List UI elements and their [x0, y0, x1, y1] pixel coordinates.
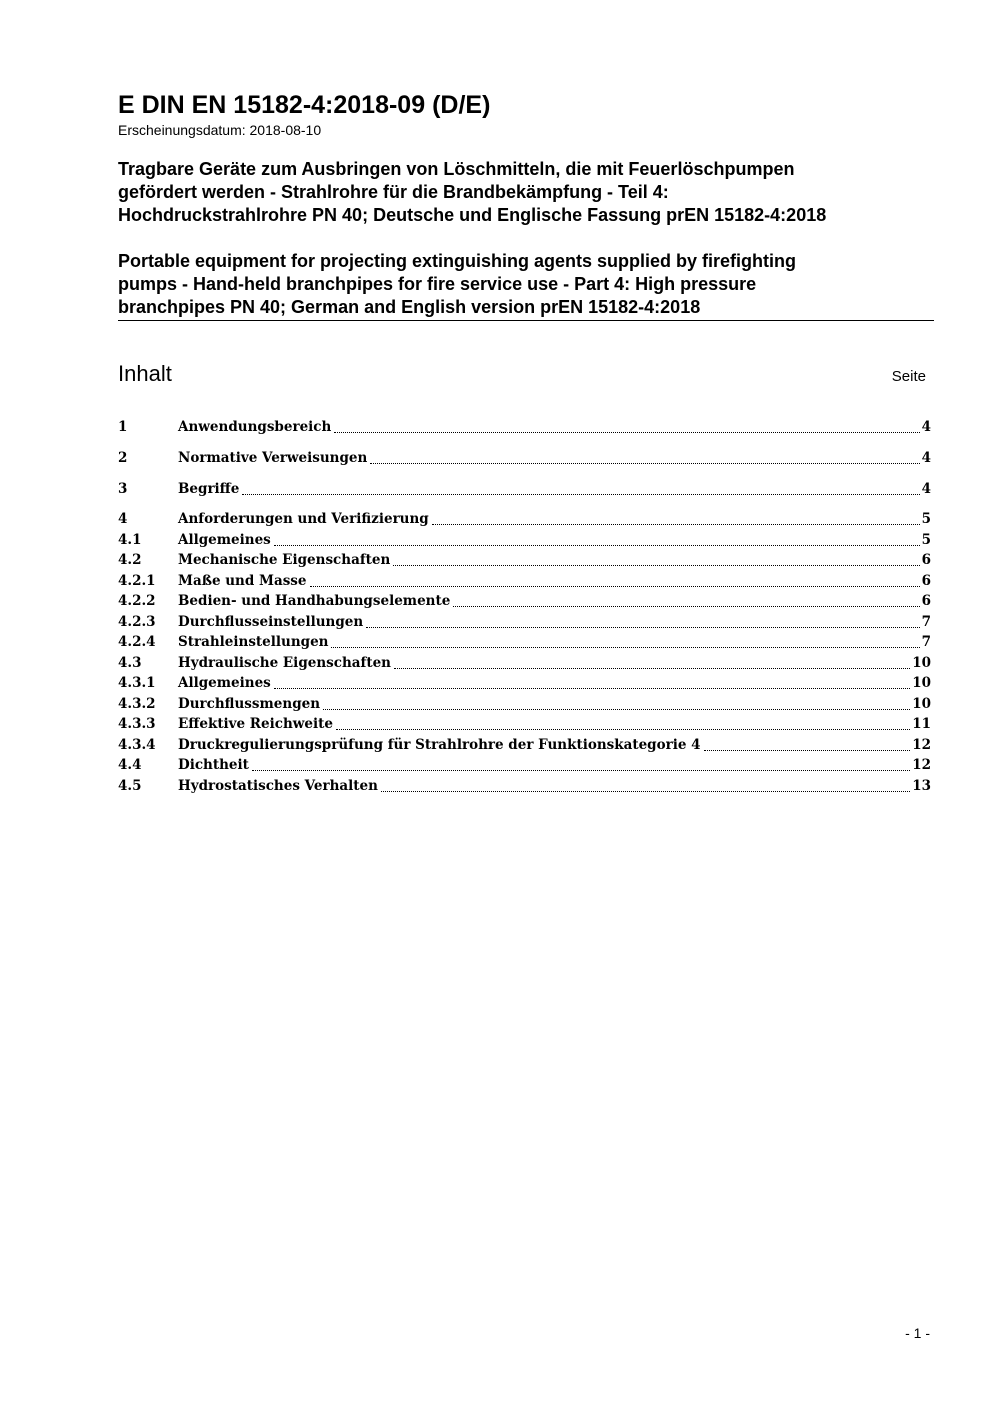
toc-entry-page: 5: [921, 511, 931, 527]
title-divider: [118, 320, 934, 321]
toc-entry-number: 2: [118, 450, 128, 466]
toc-entry-page: 5: [921, 532, 931, 548]
toc-entry-page: 4: [921, 481, 931, 497]
toc-entry-title: Mechanische Eigenschaften: [178, 552, 391, 568]
title-english-line: pumps - Hand-held branchpipes for fire service use - Part 4: High pressure: [118, 274, 757, 294]
toc-page-label: Seite: [891, 368, 926, 385]
toc-entry-title: Hydraulische Eigenschaften: [178, 655, 391, 671]
title-english: [118, 250, 918, 319]
toc-entry-title: Dichtheit: [178, 757, 249, 773]
toc-leader-dots: [393, 565, 919, 566]
toc-entry-number: 4.2.1: [118, 573, 156, 589]
page-number: - 1 -: [905, 1325, 930, 1341]
toc-entry-page: 4: [921, 419, 931, 435]
title-german: [118, 158, 918, 227]
toc-entry[interactable]: [118, 735, 931, 755]
toc-entry-page: 4: [921, 450, 931, 466]
toc-entry[interactable]: [118, 612, 931, 632]
toc-entry[interactable]: [118, 530, 931, 550]
toc-entry-title: Begriffe: [178, 481, 240, 497]
toc-entry-page: 12: [912, 737, 931, 753]
toc-entry[interactable]: [118, 591, 931, 611]
toc-entry-title: Effektive Reichweite: [178, 716, 333, 732]
toc-leader-dots: [432, 524, 920, 525]
toc-entry-number: 4.3.2: [118, 696, 156, 712]
toc-entry-number: 4.3: [118, 655, 142, 671]
toc-entry-title: Anforderungen und Verifizierung: [178, 511, 429, 527]
toc-entry-page: 6: [921, 552, 931, 568]
toc-entry-title: Normative Verweisungen: [178, 450, 368, 466]
toc-leader-dots: [274, 688, 910, 689]
toc-heading: Inhalt: [118, 361, 172, 386]
document-title: E DIN EN 15182-4:2018-09 (D/E): [118, 91, 491, 119]
toc-leader-dots: [394, 668, 910, 669]
toc-entry-number: 4.3.1: [118, 675, 156, 691]
toc-entry-title: Allgemeines: [178, 675, 271, 691]
toc-entry-number: 4.3.4: [118, 737, 156, 753]
toc-entry-title: Anwendungsbereich: [178, 419, 332, 435]
toc-leader-dots: [242, 494, 919, 495]
toc-entry[interactable]: [118, 653, 931, 673]
toc-entry-page: 6: [921, 593, 931, 609]
toc-entry-title: Maße und Masse: [178, 573, 307, 589]
toc-entry-title: Strahleinstellungen: [178, 634, 329, 650]
toc-entry[interactable]: [118, 755, 931, 775]
toc-leader-dots: [370, 463, 919, 464]
toc-leader-dots: [336, 729, 910, 730]
toc-leader-dots: [252, 770, 910, 771]
publication-date: Erscheinungsdatum: 2018-08-10: [118, 122, 322, 138]
toc-entry-page: 7: [921, 614, 931, 630]
title-german-line: gefördert werden - Strahlrohre für die Brandbekämpfung - Teil 4:: [118, 182, 669, 202]
toc-entry-page: 13: [912, 778, 931, 794]
title-english-line: branchpipes PN 40; German and English version prEN 15182-4:2018: [118, 297, 701, 317]
toc-entry-number: 4.5: [118, 778, 142, 794]
toc-leader-dots: [366, 627, 919, 628]
toc-entry-title: Bedien- und Handhabungselemente: [178, 593, 451, 609]
toc-entry[interactable]: [118, 632, 931, 652]
toc-entry-page: 12: [912, 757, 931, 773]
toc-entry[interactable]: [118, 448, 931, 468]
title-german-line: Hochdruckstrahlrohre PN 40; Deutsche und Englische Fassung prEN 15182-4:2018: [118, 205, 827, 225]
toc-entry[interactable]: [118, 714, 931, 734]
toc-entry[interactable]: [118, 550, 931, 570]
toc-entry-title: Druckregulierungsprüfung für Strahlrohre der Funktionskategorie 4: [178, 737, 701, 753]
toc-entry[interactable]: [118, 417, 931, 437]
toc-leader-dots: [381, 791, 910, 792]
toc-entry-page: 10: [912, 675, 931, 691]
toc-entry-number: 4.2.2: [118, 593, 156, 609]
toc-entry-title: Durchflusseinstellungen: [178, 614, 364, 630]
toc-entry-page: 10: [912, 655, 931, 671]
toc-leader-dots: [334, 432, 919, 433]
toc-entry-title: Allgemeines: [178, 532, 271, 548]
toc-leader-dots: [704, 750, 911, 751]
title-german-line: Tragbare Geräte zum Ausbringen von Löschmitteln, die mit Feuerlöschpumpen: [118, 159, 795, 179]
toc-leader-dots: [331, 647, 919, 648]
toc-leader-dots: [310, 586, 920, 587]
toc-entry-number: 1: [118, 419, 128, 435]
toc-entry[interactable]: [118, 694, 931, 714]
toc-entry-number: 4.1: [118, 532, 142, 548]
toc-entry-number: 4.2: [118, 552, 142, 568]
toc-entry-title: Durchflussmengen: [178, 696, 321, 712]
toc-entry[interactable]: [118, 479, 931, 499]
toc-entry[interactable]: [118, 571, 931, 591]
title-english-line: Portable equipment for projecting extinguishing agents supplied by firefighting: [118, 251, 797, 271]
toc-entry-number: 4.4: [118, 757, 142, 773]
toc-entry-page: 10: [912, 696, 931, 712]
toc-entry-page: 11: [912, 716, 931, 732]
toc-leader-dots: [323, 709, 910, 710]
toc-entry-page: 6: [921, 573, 931, 589]
toc-entry-number: 4.2.3: [118, 614, 156, 630]
toc-entry-number: 3: [118, 481, 128, 497]
toc-entry-number: 4: [118, 511, 128, 527]
toc-entry[interactable]: [118, 509, 931, 529]
toc-entry-number: 4.2.4: [118, 634, 156, 650]
toc-entry-number: 4.3.3: [118, 716, 156, 732]
toc-leader-dots: [453, 606, 919, 607]
toc-entry[interactable]: [118, 673, 931, 693]
toc-entry-page: 7: [921, 634, 931, 650]
toc-entry[interactable]: [118, 776, 931, 796]
toc-entry-title: Hydrostatisches Verhalten: [178, 778, 378, 794]
toc-leader-dots: [274, 545, 920, 546]
